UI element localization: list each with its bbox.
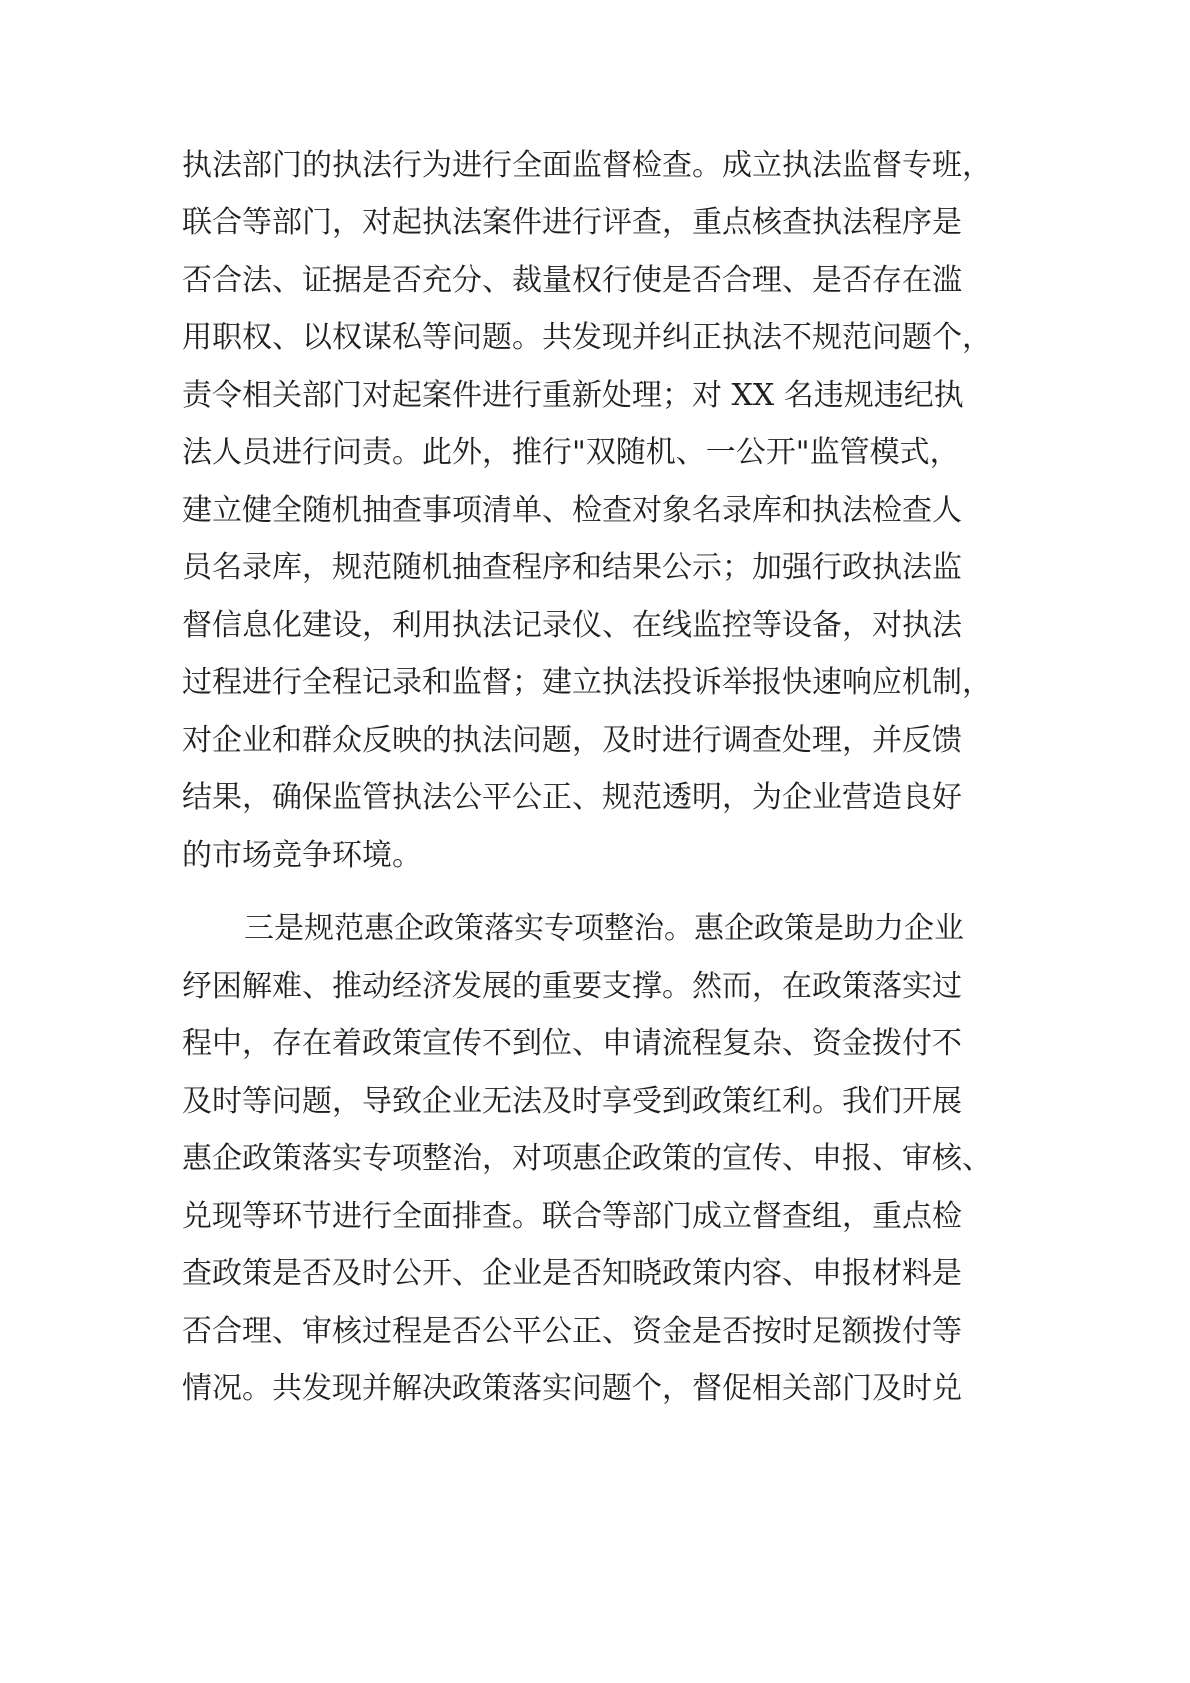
text-line: 查政策是否及时公开、企业是否知晓政策内容、申报材料是	[182, 1256, 962, 1291]
text-line: 法人员进行问责。此外，推行"双随机、一公开"监管模式，	[182, 435, 960, 470]
text-line: 过程进行全程记录和监督；建立执法投诉举报快速响应机制，	[182, 665, 992, 700]
text-line: 用职权、以权谋私等问题。共发现并纠正执法不规范问题个，	[182, 320, 992, 355]
text-line: 督信息化建设，利用执法记录仪、在线监控等设备，对执法	[182, 608, 962, 643]
text-line: 惠企政策落实专项整治，对项惠企政策的宣传、申报、审核、	[182, 1141, 992, 1176]
text-line: 及时等问题，导致企业无法及时享受到政策红利。我们开展	[182, 1084, 962, 1119]
text-line-indented: 三是规范惠企政策落实专项整治。惠企政策是助力企业	[244, 911, 964, 946]
text-line: 责令相关部门对起案件进行重新处理；对 XX 名违规违纪执	[182, 378, 964, 413]
text-line: 的市场竞争环境。	[182, 838, 422, 873]
text-line: 兑现等环节进行全面排查。联合等部门成立督查组，重点检	[182, 1199, 962, 1234]
text-line: 联合等部门，对起执法案件进行评查，重点核查执法程序是	[182, 205, 962, 240]
text-line: 结果，确保监管执法公平公正、规范透明，为企业营造良好	[182, 780, 962, 815]
text-line: 建立健全随机抽查事项清单、检查对象名录库和执法检查人	[182, 493, 962, 528]
text-line: 否合法、证据是否充分、裁量权行使是否合理、是否存在滥	[182, 263, 962, 298]
text-line: 情况。共发现并解决政策落实问题个，督促相关部门及时兑	[182, 1371, 962, 1406]
text-line: 对企业和群众反映的执法问题，及时进行调查处理，并反馈	[182, 723, 962, 758]
text-line: 否合理、审核过程是否公平公正、资金是否按时足额拨付等	[182, 1314, 962, 1349]
text-line: 员名录库，规范随机抽查程序和结果公示；加强行政执法监	[182, 550, 962, 585]
text-line: 执法部门的执法行为进行全面监督检查。成立执法监督专班，	[182, 148, 992, 183]
text-line: 程中，存在着政策宣传不到位、申请流程复杂、资金拨付不	[182, 1026, 962, 1061]
text-line: 纾困解难、推动经济发展的重要支撑。然而，在政策落实过	[182, 969, 962, 1004]
